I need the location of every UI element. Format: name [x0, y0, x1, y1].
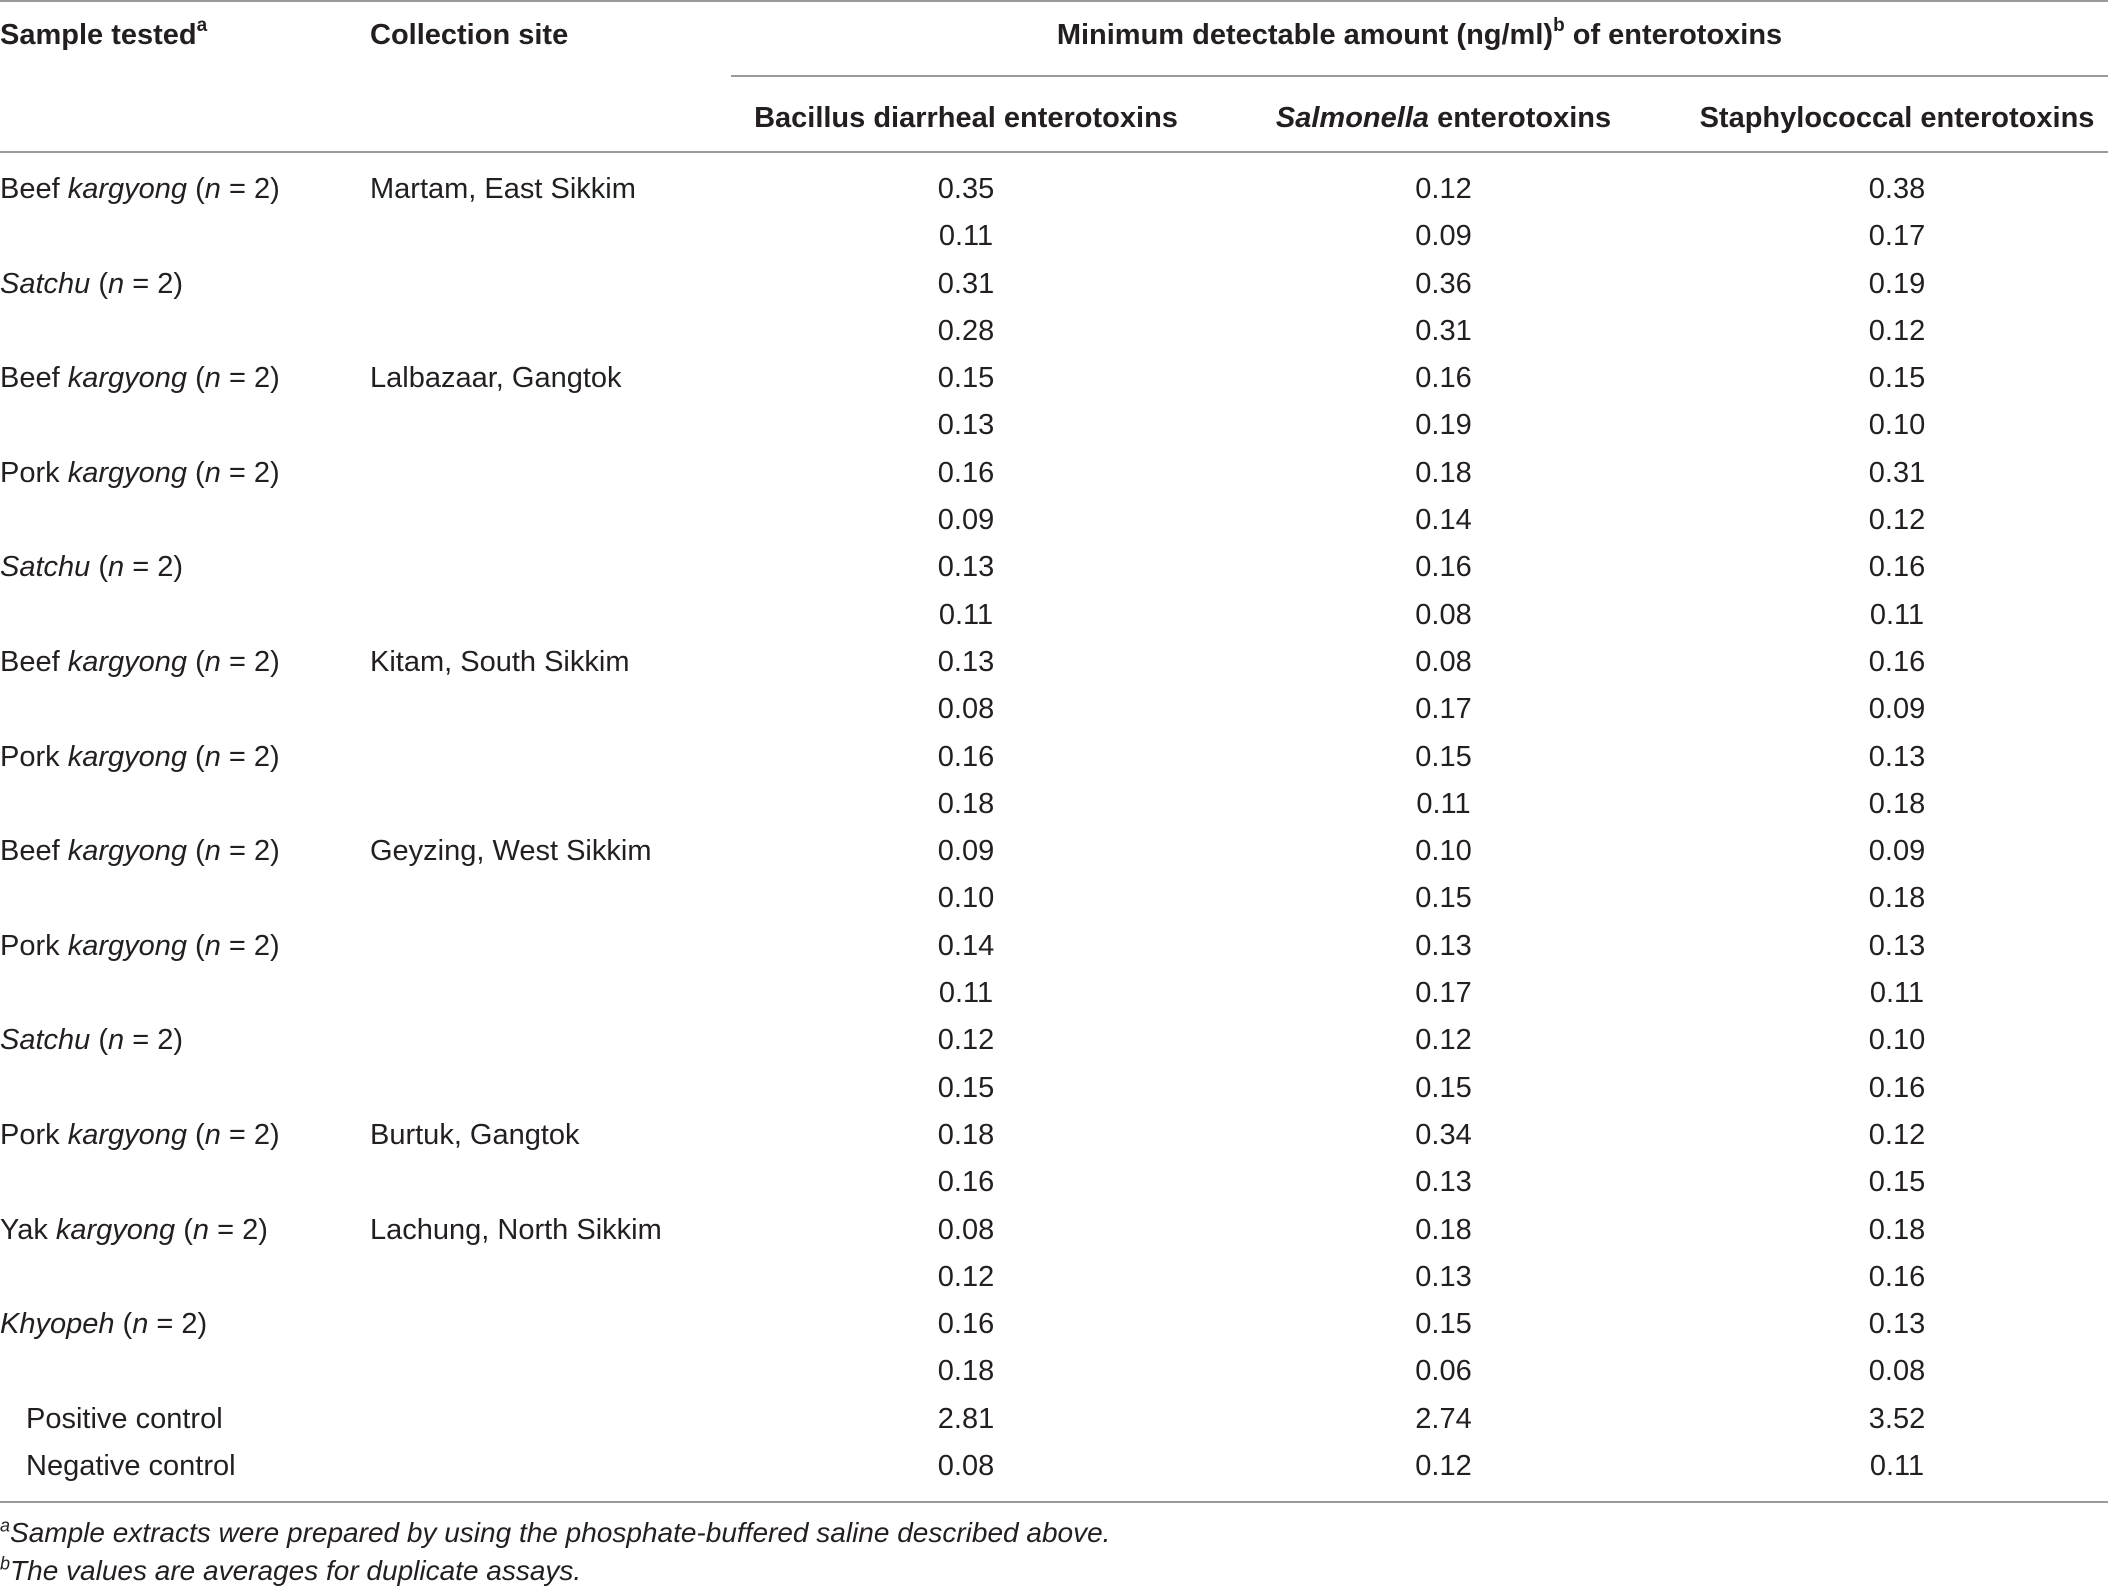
sample-count: = 2)	[220, 835, 280, 868]
bacillus-value: 0.16	[937, 1166, 995, 1199]
sample-name: Satchu	[0, 267, 91, 300]
salmonella-value: 2.74	[1415, 1402, 1472, 1435]
salmonella-value: 0.13	[1415, 1260, 1472, 1293]
spanning-header-rule	[731, 75, 2108, 77]
sample-n: n	[204, 362, 221, 395]
footnote-marker-a: a	[196, 15, 208, 37]
staphylococcal-value: 0.16	[1868, 1260, 1926, 1293]
staphylococcal-value: 0.13	[1868, 1308, 1926, 1341]
header-salmonella: Salmonella enterotoxins	[1275, 102, 1612, 134]
sample-n: n	[204, 173, 221, 205]
sample-count-open: (	[187, 740, 205, 773]
bacillus-value: 0.16	[937, 1308, 995, 1341]
sample-count-open: (	[187, 835, 205, 868]
sample-cell	[0, 263, 183, 305]
sample-name: kargyong	[67, 929, 187, 962]
table-top-rule	[0, 0, 2108, 2]
sample-cell	[0, 830, 280, 872]
table-row	[0, 215, 2108, 262]
control-label: Negative control	[26, 1450, 236, 1483]
staphylococcal-value: 0.19	[1868, 267, 1926, 300]
bacillus-value: 0.31	[937, 267, 995, 300]
salmonella-value: 0.12	[1415, 173, 1472, 205]
sample-count-open: (	[90, 267, 109, 300]
sample-prefix: Beef	[0, 362, 68, 395]
table-row	[0, 263, 2108, 310]
sample-count: = 2)	[220, 929, 280, 962]
staphylococcal-value: 0.18	[1868, 882, 1926, 915]
sample-count: = 2)	[148, 1308, 208, 1341]
table-row	[0, 1019, 2108, 1066]
bacillus-value: 0.13	[937, 409, 995, 442]
bacillus-value: 2.81	[937, 1402, 995, 1435]
bacillus-value: 0.18	[937, 787, 995, 820]
sample-cell	[0, 641, 280, 683]
staphylococcal-value: 0.16	[1868, 1071, 1926, 1104]
sample-n: n	[204, 645, 221, 678]
bacillus-value: 0.12	[937, 1024, 995, 1057]
table-row	[0, 546, 2108, 593]
sample-count-open: (	[90, 1024, 109, 1057]
staphylococcal-value: 0.10	[1868, 1024, 1926, 1057]
table-row	[0, 1303, 2108, 1350]
sample-prefix: Yak	[0, 1213, 56, 1246]
sample-n: n	[192, 1213, 210, 1246]
sample-count: = 2)	[220, 1118, 280, 1151]
salmonella-value: 0.18	[1415, 1213, 1472, 1246]
table-row	[0, 1161, 2108, 1208]
sample-cell	[0, 168, 280, 210]
salmonella-value: 0.36	[1415, 267, 1472, 300]
sample-name: kargyong	[67, 362, 188, 395]
bacillus-value: 0.15	[937, 362, 995, 395]
table-body	[0, 168, 2108, 1492]
staphylococcal-value: 3.52	[1868, 1402, 1926, 1435]
sample-cell	[0, 546, 183, 588]
sample-n: n	[204, 835, 221, 868]
sample-prefix: Pork	[0, 929, 68, 962]
sample-count-open: (	[175, 1213, 193, 1246]
control-label: Positive control	[26, 1402, 223, 1435]
salmonella-value: 0.34	[1415, 1118, 1472, 1151]
table-row	[0, 404, 2108, 451]
staphylococcal-value: 0.11	[1869, 598, 1925, 631]
sample-n: n	[204, 1118, 221, 1151]
salmonella-value: 0.15	[1415, 882, 1472, 915]
table-row	[0, 925, 2108, 972]
sample-name: kargyong	[55, 1213, 176, 1246]
salmonella-value: 0.15	[1415, 1308, 1472, 1341]
sample-cell	[0, 1209, 268, 1251]
sample-prefix: Beef	[0, 645, 68, 678]
header-collection-site: Collection site	[370, 19, 569, 51]
control-row	[0, 1445, 2108, 1492]
sample-cell	[0, 925, 280, 967]
table-row	[0, 310, 2108, 357]
bacillus-value: 0.11	[938, 598, 994, 631]
sample-count: = 2)	[220, 173, 280, 205]
sample-name: Satchu	[0, 551, 91, 584]
bacillus-value: 0.08	[937, 693, 995, 726]
staphylococcal-value: 0.16	[1868, 645, 1926, 678]
sample-n: n	[108, 551, 125, 584]
sample-count: = 2)	[124, 551, 183, 584]
staphylococcal-value: 0.11	[1869, 1450, 1925, 1483]
staphylococcal-value: 0.15	[1868, 1166, 1926, 1199]
sample-count-open: (	[187, 645, 205, 678]
sample-count: = 2)	[220, 740, 280, 773]
bacillus-value: 0.16	[937, 456, 995, 489]
staphylococcal-value: 0.38	[1868, 173, 1926, 205]
salmonella-value: 0.10	[1415, 835, 1472, 868]
salmonella-value: 0.15	[1415, 1071, 1472, 1104]
staphylococcal-value: 0.11	[1869, 977, 1925, 1010]
sample-name: kargyong	[67, 645, 188, 678]
sample-prefix: Beef	[0, 173, 68, 205]
staphylococcal-value: 0.10	[1868, 409, 1926, 442]
sample-count: = 2)	[209, 1213, 268, 1246]
staphylococcal-value: 0.17	[1868, 220, 1926, 253]
salmonella-value: 0.11	[1416, 787, 1471, 820]
footnote-b: $^b$The values are averages for duplicate assays.	[0, 1553, 582, 1586]
header-bottom-rule	[0, 151, 2108, 153]
sample-name: kargyong	[67, 173, 188, 205]
table-row	[0, 877, 2108, 924]
bacillus-value: 0.08	[937, 1213, 995, 1246]
table-row	[0, 452, 2108, 499]
sample-n: n	[132, 1308, 149, 1341]
bacillus-value: 0.08	[937, 1450, 995, 1483]
table-row	[0, 688, 2108, 735]
collection-site-cell: Martam, East Sikkim	[370, 173, 636, 205]
bacillus-value: 0.15	[937, 1071, 995, 1104]
salmonella-value: 0.16	[1415, 551, 1472, 584]
collection-site-cell: Kitam, South Sikkim	[370, 645, 630, 678]
table-row	[0, 641, 2108, 688]
sample-cell	[0, 1303, 207, 1345]
bacillus-value: 0.10	[937, 882, 995, 915]
bacillus-value: 0.35	[937, 173, 995, 205]
table-row	[0, 1256, 2108, 1303]
sample-name: kargyong	[67, 740, 187, 773]
table-row	[0, 1067, 2108, 1114]
salmonella-value: 0.15	[1415, 740, 1472, 773]
table-row	[0, 783, 2108, 830]
staphylococcal-value: 0.31	[1868, 456, 1926, 489]
staphylococcal-value: 0.13	[1868, 740, 1926, 773]
table-row	[0, 499, 2108, 546]
sample-count-open: (	[187, 362, 205, 395]
sample-cell	[0, 452, 280, 494]
bacillus-value: 0.16	[937, 740, 995, 773]
control-row	[0, 1398, 2108, 1445]
salmonella-value: 0.19	[1415, 409, 1472, 442]
header-staphylococcal: Staphylococcal enterotoxins	[1699, 102, 2095, 134]
sample-cell	[0, 357, 280, 399]
salmonella-value: 0.12	[1415, 1450, 1472, 1483]
bacillus-value: 0.12	[937, 1260, 995, 1293]
table-row	[0, 830, 2108, 877]
salmonella-value: 0.17	[1415, 977, 1472, 1010]
table-row	[0, 1209, 2108, 1256]
salmonella-value: 0.18	[1415, 456, 1472, 489]
staphylococcal-value: 0.13	[1868, 929, 1926, 962]
salmonella-value: 0.09	[1415, 220, 1472, 253]
salmonella-value: 0.16	[1415, 362, 1472, 395]
sample-n: n	[204, 929, 221, 962]
collection-site-cell: Burtuk, Gangtok	[370, 1118, 580, 1151]
staphylococcal-value: 0.09	[1868, 835, 1926, 868]
header-sample-tested: Sample tested$^a$	[0, 15, 208, 51]
staphylococcal-value: 0.09	[1868, 693, 1926, 726]
bacillus-value: 0.28	[937, 314, 995, 347]
sample-name: kargyong	[67, 1118, 187, 1151]
bacillus-value: 0.13	[937, 551, 995, 584]
sample-count-open: (	[187, 929, 205, 962]
collection-site-cell: Geyzing, West Sikkim	[370, 835, 652, 868]
staphylococcal-value: 0.12	[1868, 1118, 1926, 1151]
sample-name: Satchu	[0, 1024, 91, 1057]
table-bottom-rule	[0, 1501, 2108, 1503]
staphylococcal-value: 0.08	[1868, 1355, 1926, 1388]
salmonella-value: 0.14	[1415, 504, 1472, 537]
table-row	[0, 594, 2108, 641]
salmonella-value: 0.08	[1415, 598, 1472, 631]
bacillus-value: 0.11	[938, 977, 994, 1010]
sample-prefix: Pork	[0, 740, 68, 773]
salmonella-value: 0.08	[1415, 645, 1472, 678]
staphylococcal-value: 0.16	[1868, 551, 1926, 584]
header-minimum-detectable-amount: Minimum detectable amount $(ng/ml)^b$ of enterotoxins	[1056, 15, 1783, 51]
bacillus-value: 0.14	[937, 929, 995, 962]
sample-count-open: (	[187, 173, 205, 205]
sample-name: kargyong	[67, 835, 188, 868]
bacillus-value: 0.18	[937, 1355, 995, 1388]
salmonella-value: 0.06	[1415, 1355, 1472, 1388]
sample-name: kargyong	[67, 456, 187, 489]
footnote-marker-b: b	[1553, 15, 1565, 37]
sample-cell	[0, 736, 280, 778]
sample-cell	[0, 1114, 280, 1156]
staphylococcal-value: 0.18	[1868, 1213, 1926, 1246]
sample-count-open: (	[114, 1308, 133, 1341]
sample-n: n	[108, 1024, 125, 1057]
sample-n: n	[108, 267, 125, 300]
sample-count: = 2)	[220, 456, 280, 489]
bacillus-value: 0.18	[937, 1118, 995, 1151]
staphylococcal-value: 0.18	[1868, 787, 1926, 820]
sample-count: = 2)	[220, 362, 280, 395]
table-footnotes	[0, 1514, 1110, 1590]
header-bacillus: Bacillus diarrheal enterotoxins	[754, 102, 1178, 134]
salmonella-value: 0.31	[1415, 314, 1472, 347]
salmonella-value: 0.13	[1415, 929, 1472, 962]
sample-n: n	[204, 456, 221, 489]
table-row	[0, 168, 2108, 215]
sample-count: = 2)	[220, 645, 280, 678]
sample-cell	[0, 1019, 183, 1061]
salmonella-value: 0.17	[1415, 693, 1472, 726]
sample-prefix: Beef	[0, 835, 68, 868]
bacillus-value: 0.09	[937, 835, 995, 868]
sample-count-open: (	[187, 456, 205, 489]
table-row	[0, 1114, 2108, 1161]
bacillus-value: 0.11	[938, 220, 994, 253]
bacillus-value: 0.13	[937, 645, 995, 678]
collection-site-cell: Lachung, North Sikkim	[370, 1213, 662, 1246]
salmonella-value: 0.13	[1415, 1166, 1472, 1199]
footnote-a: $^a$Sample extracts were prepared by using the phosphate-buffered saline described above.	[0, 1515, 1111, 1548]
sample-count: = 2)	[124, 267, 183, 300]
table-row	[0, 736, 2108, 783]
collection-site-cell: Lalbazaar, Gangtok	[370, 362, 622, 395]
table-row	[0, 972, 2108, 1019]
staphylococcal-value: 0.15	[1868, 362, 1926, 395]
sample-count-open: (	[90, 551, 109, 584]
sample-name: Khyopeh	[0, 1308, 115, 1341]
table-row	[0, 357, 2108, 404]
bacillus-value: 0.09	[937, 504, 995, 537]
staphylococcal-value: 0.12	[1868, 504, 1926, 537]
table-row	[0, 1350, 2108, 1397]
sample-prefix: Pork	[0, 1118, 68, 1151]
staphylococcal-value: 0.12	[1868, 314, 1926, 347]
salmonella-value: 0.12	[1415, 1024, 1472, 1057]
sample-prefix: Pork	[0, 456, 68, 489]
sample-count-open: (	[187, 1118, 205, 1151]
sample-count: = 2)	[124, 1024, 183, 1057]
sample-n: n	[204, 740, 221, 773]
